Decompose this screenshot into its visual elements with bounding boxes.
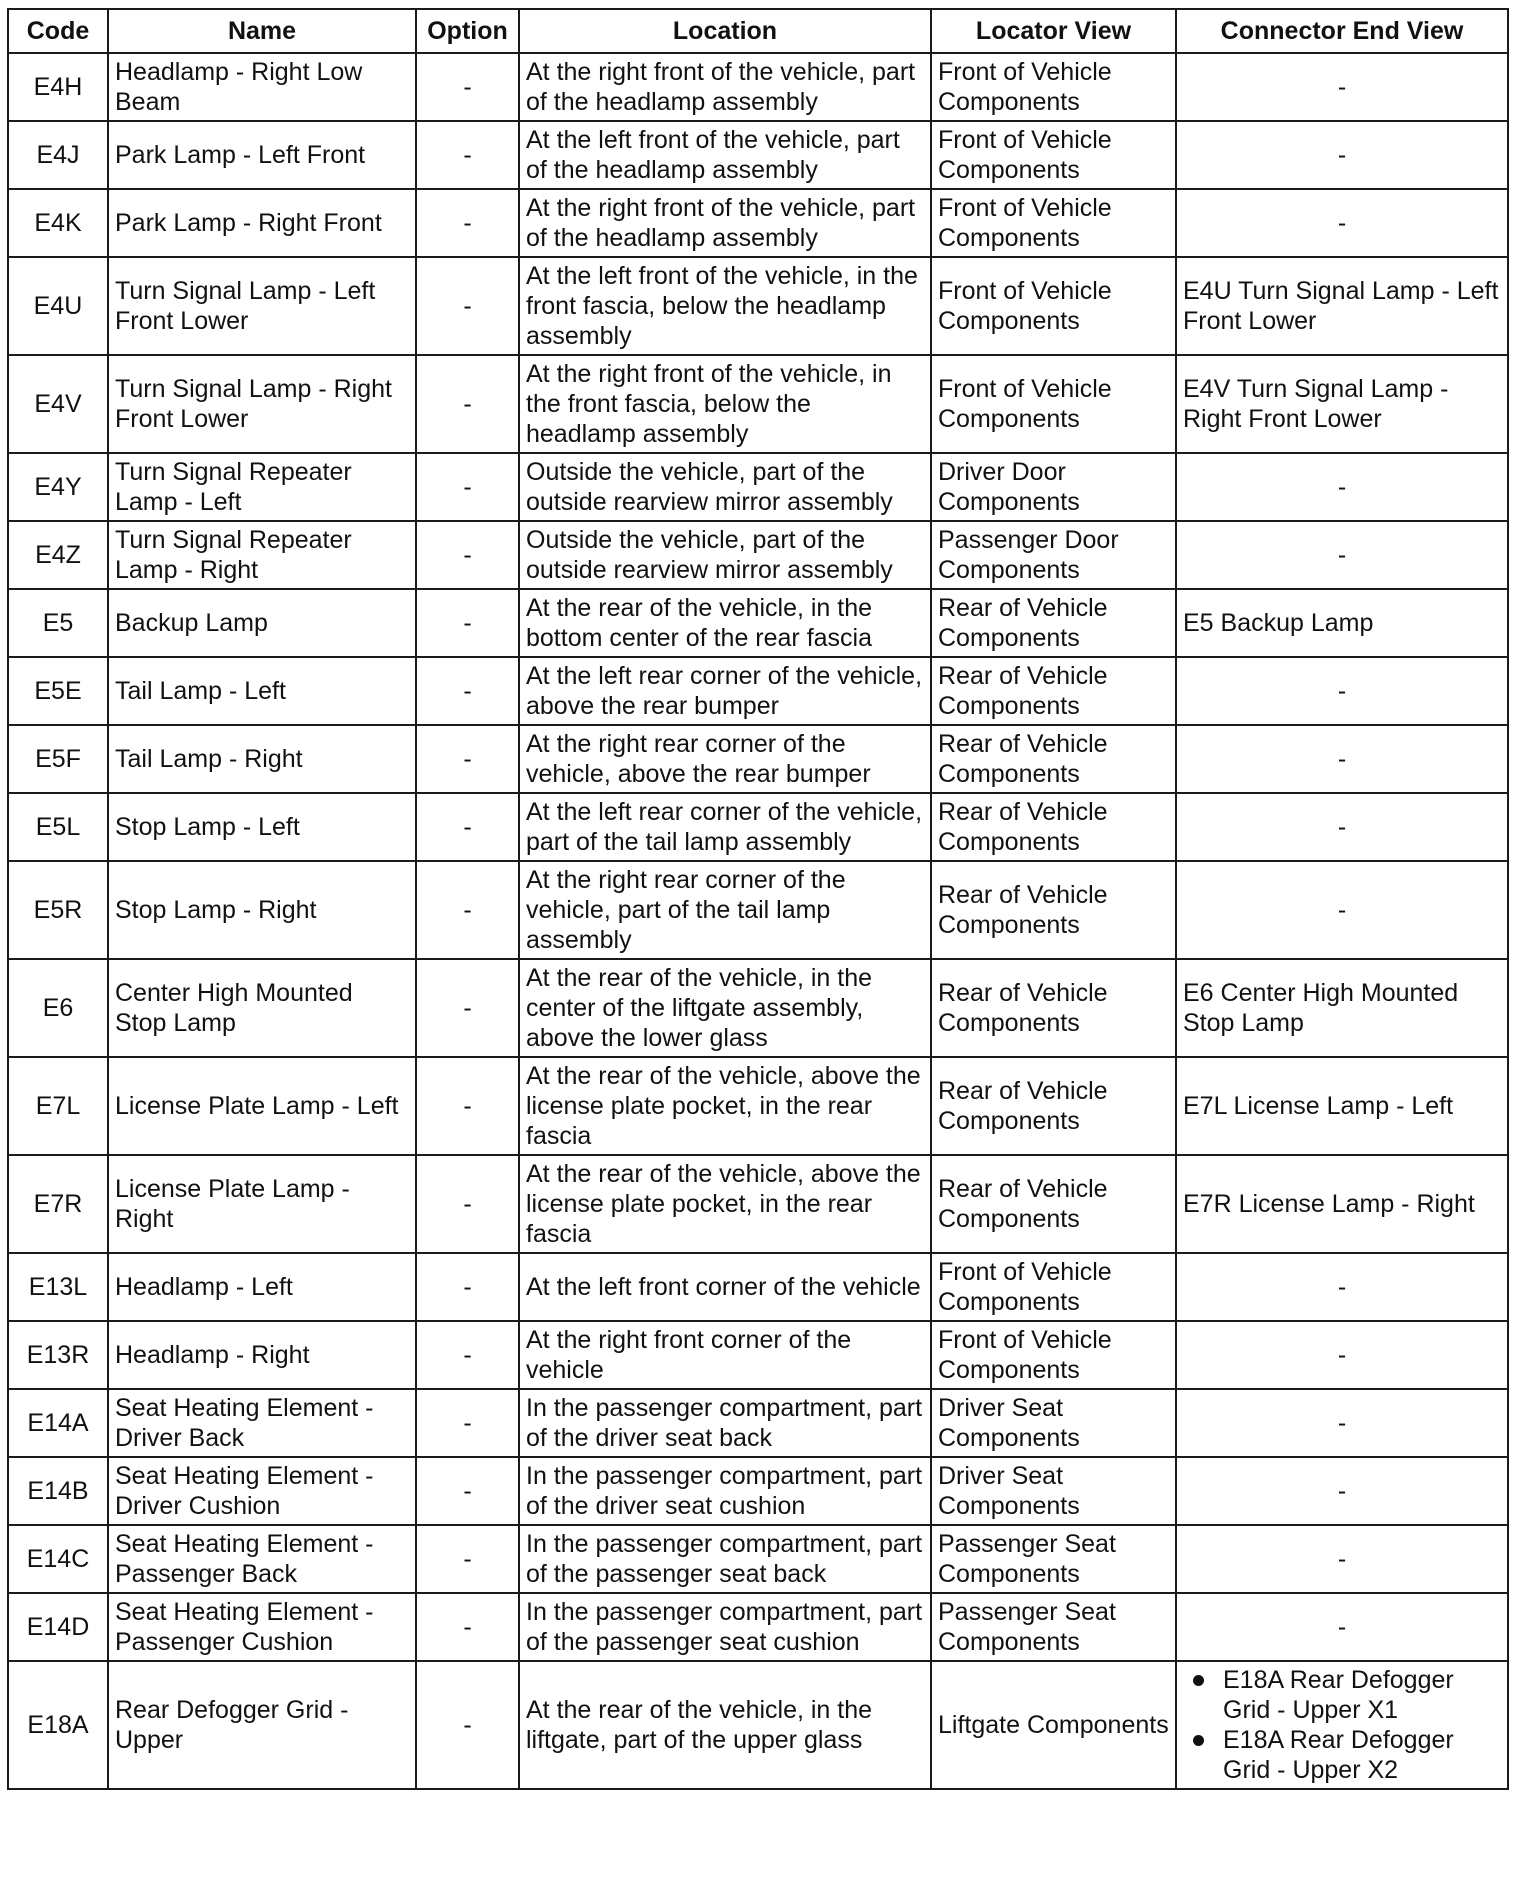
cell-locator-view: Rear of Vehicle Components: [931, 725, 1176, 793]
cell-location: At the left rear corner of the vehicle, above the rear bumper: [519, 657, 931, 725]
header-option: Option: [416, 9, 519, 53]
cell-option: -: [416, 121, 519, 189]
cell-name: Tail Lamp - Left: [108, 657, 416, 725]
connector-end-view-text: -: [1337, 1613, 1347, 1641]
cell-locator-view: Rear of Vehicle Components: [931, 861, 1176, 959]
cell-connector-end-view: [1176, 1661, 1508, 1789]
header-connector-end-view: Connector End View: [1176, 9, 1508, 53]
cell-option: -: [416, 793, 519, 861]
cell-name: Headlamp - Left: [108, 1253, 416, 1321]
cell-connector-end-view: [1176, 657, 1508, 725]
connector-end-view-text: -: [1337, 1477, 1347, 1505]
cell-code: E4K: [8, 189, 108, 257]
cell-connector-end-view: [1176, 453, 1508, 521]
cell-location: In the passenger compartment, part of the driver seat back: [519, 1389, 931, 1457]
cell-locator-view: Front of Vehicle Components: [931, 121, 1176, 189]
cell-option: -: [416, 725, 519, 793]
cell-location: At the rear of the vehicle, above the license plate pocket, in the rear fascia: [519, 1057, 931, 1155]
table-row: [8, 861, 1508, 959]
cell-code: E14B: [8, 1457, 108, 1525]
cell-connector-end-view: [1176, 355, 1508, 453]
connector-end-view-list: [1183, 1665, 1501, 1785]
cell-option: -: [416, 257, 519, 355]
cell-name: Center High Mounted Stop Lamp: [108, 959, 416, 1057]
cell-option: -: [416, 1525, 519, 1593]
connector-end-view-text: -: [1337, 896, 1347, 924]
cell-connector-end-view: [1176, 1593, 1508, 1661]
table-body: [8, 53, 1508, 1789]
connector-end-view-text: -: [1337, 1409, 1347, 1437]
cell-option: -: [416, 189, 519, 257]
connector-end-view-text: -: [1337, 1341, 1347, 1369]
cell-option: -: [416, 53, 519, 121]
cell-name: Turn Signal Lamp - Right Front Lower: [108, 355, 416, 453]
cell-code: E5L: [8, 793, 108, 861]
table-row: [8, 355, 1508, 453]
cell-connector-end-view: [1176, 521, 1508, 589]
table-row: [8, 1389, 1508, 1457]
cell-location: At the right rear corner of the vehicle, above the rear bumper: [519, 725, 931, 793]
connector-end-view-text: -: [1337, 73, 1347, 101]
cell-option: -: [416, 1457, 519, 1525]
cell-code: E14C: [8, 1525, 108, 1593]
cell-name: Seat Heating Element - Passenger Back: [108, 1525, 416, 1593]
cell-name: Turn Signal Repeater Lamp - Left: [108, 453, 416, 521]
cell-connector-end-view: [1176, 793, 1508, 861]
table-row: [8, 53, 1508, 121]
cell-connector-end-view: [1176, 861, 1508, 959]
cell-connector-end-view: [1176, 959, 1508, 1057]
cell-code: E5: [8, 589, 108, 657]
cell-location: At the left front corner of the vehicle: [519, 1253, 931, 1321]
cell-locator-view: Rear of Vehicle Components: [931, 1057, 1176, 1155]
cell-locator-view: Front of Vehicle Components: [931, 257, 1176, 355]
table-row: [8, 453, 1508, 521]
connector-end-view-text: E6 Center High Mounted Stop Lamp: [1183, 979, 1459, 1037]
cell-location: Outside the vehicle, part of the outside rearview mirror assembly: [519, 521, 931, 589]
cell-code: E5E: [8, 657, 108, 725]
cell-location: At the rear of the vehicle, above the license plate pocket, in the rear fascia: [519, 1155, 931, 1253]
component-locator-table: [7, 8, 1509, 1790]
connector-end-view-text: -: [1337, 209, 1347, 237]
cell-location: In the passenger compartment, part of the passenger seat cushion: [519, 1593, 931, 1661]
cell-locator-view: Passenger Seat Components: [931, 1593, 1176, 1661]
cell-locator-view: Liftgate Components: [931, 1661, 1176, 1789]
cell-name: Turn Signal Repeater Lamp - Right: [108, 521, 416, 589]
component-locator-table-container: [7, 8, 1507, 1790]
cell-locator-view: Rear of Vehicle Components: [931, 793, 1176, 861]
cell-option: -: [416, 657, 519, 725]
connector-end-view-text: -: [1337, 677, 1347, 705]
table-row: [8, 257, 1508, 355]
table-row: [8, 793, 1508, 861]
cell-code: E13R: [8, 1321, 108, 1389]
cell-location: At the left rear corner of the vehicle, part of the tail lamp assembly: [519, 793, 931, 861]
table-row: [8, 1155, 1508, 1253]
cell-location: At the rear of the vehicle, in the bottom center of the rear fascia: [519, 589, 931, 657]
table-row: [8, 1253, 1508, 1321]
cell-name: Turn Signal Lamp - Left Front Lower: [108, 257, 416, 355]
cell-locator-view: Front of Vehicle Components: [931, 355, 1176, 453]
cell-option: -: [416, 959, 519, 1057]
connector-end-view-text: -: [1337, 473, 1347, 501]
cell-code: E18A: [8, 1661, 108, 1789]
cell-connector-end-view: [1176, 1057, 1508, 1155]
cell-name: Park Lamp - Right Front: [108, 189, 416, 257]
cell-connector-end-view: [1176, 589, 1508, 657]
cell-connector-end-view: [1176, 725, 1508, 793]
connector-end-view-item: E18A Rear Defogger Grid - Upper X1: [1223, 1665, 1501, 1725]
cell-option: -: [416, 521, 519, 589]
cell-locator-view: Rear of Vehicle Components: [931, 959, 1176, 1057]
cell-name: License Plate Lamp - Left: [108, 1057, 416, 1155]
connector-end-view-text: E5 Backup Lamp: [1183, 609, 1374, 637]
cell-code: E4Z: [8, 521, 108, 589]
connector-end-view-text: -: [1337, 141, 1347, 169]
cell-location: At the right front of the vehicle, part of the headlamp assembly: [519, 53, 931, 121]
cell-code: E7L: [8, 1057, 108, 1155]
cell-locator-view: Front of Vehicle Components: [931, 189, 1176, 257]
cell-locator-view: Rear of Vehicle Components: [931, 657, 1176, 725]
cell-connector-end-view: [1176, 1155, 1508, 1253]
cell-option: -: [416, 1057, 519, 1155]
header-locator-view: Locator View: [931, 9, 1176, 53]
cell-code: E4J: [8, 121, 108, 189]
cell-code: E14D: [8, 1593, 108, 1661]
table-row: [8, 521, 1508, 589]
cell-name: Headlamp - Right: [108, 1321, 416, 1389]
connector-end-view-text: -: [1337, 813, 1347, 841]
header-location: Location: [519, 9, 931, 53]
cell-connector-end-view: [1176, 1457, 1508, 1525]
header-name: Name: [108, 9, 416, 53]
cell-option: -: [416, 1155, 519, 1253]
cell-option: -: [416, 1253, 519, 1321]
cell-connector-end-view: [1176, 1525, 1508, 1593]
table-row: [8, 725, 1508, 793]
cell-name: Seat Heating Element - Passenger Cushion: [108, 1593, 416, 1661]
cell-locator-view: Passenger Seat Components: [931, 1525, 1176, 1593]
cell-locator-view: Rear of Vehicle Components: [931, 589, 1176, 657]
header-code: Code: [8, 9, 108, 53]
cell-locator-view: Front of Vehicle Components: [931, 1321, 1176, 1389]
cell-name: Seat Heating Element - Driver Cushion: [108, 1457, 416, 1525]
connector-end-view-text: -: [1337, 1545, 1347, 1573]
table-row: [8, 1525, 1508, 1593]
cell-location: At the right front of the vehicle, in the front fascia, below the headlamp assembly: [519, 355, 931, 453]
cell-location: At the left front of the vehicle, in the front fascia, below the headlamp assembly: [519, 257, 931, 355]
connector-end-view-text: -: [1337, 745, 1347, 773]
cell-location: At the left front of the vehicle, part of the headlamp assembly: [519, 121, 931, 189]
cell-code: E14A: [8, 1389, 108, 1457]
cell-option: -: [416, 1321, 519, 1389]
table-row: [8, 1321, 1508, 1389]
table-row: [8, 1661, 1508, 1789]
cell-code: E4V: [8, 355, 108, 453]
table-row: [8, 189, 1508, 257]
table-row: [8, 1593, 1508, 1661]
connector-end-view-item: E18A Rear Defogger Grid - Upper X2: [1223, 1725, 1501, 1785]
cell-location: At the rear of the vehicle, in the center of the liftgate assembly, above the lower glass: [519, 959, 931, 1057]
cell-name: Backup Lamp: [108, 589, 416, 657]
cell-name: Seat Heating Element - Driver Back: [108, 1389, 416, 1457]
table-row: [8, 589, 1508, 657]
connector-end-view-text: E7L License Lamp - Left: [1183, 1092, 1454, 1120]
cell-location: In the passenger compartment, part of the driver seat cushion: [519, 1457, 931, 1525]
cell-code: E5R: [8, 861, 108, 959]
cell-code: E5F: [8, 725, 108, 793]
table-row: [8, 959, 1508, 1057]
cell-code: E7R: [8, 1155, 108, 1253]
cell-name: Stop Lamp - Right: [108, 861, 416, 959]
cell-locator-view: Passenger Door Components: [931, 521, 1176, 589]
connector-end-view-text: -: [1337, 541, 1347, 569]
connector-end-view-text: E7R License Lamp - Right: [1183, 1190, 1475, 1218]
cell-connector-end-view: [1176, 257, 1508, 355]
cell-name: Park Lamp - Left Front: [108, 121, 416, 189]
connector-end-view-text: E4U Turn Signal Lamp - Left Front Lower: [1183, 277, 1499, 335]
cell-connector-end-view: [1176, 53, 1508, 121]
table-row: [8, 657, 1508, 725]
cell-option: -: [416, 1593, 519, 1661]
cell-locator-view: Rear of Vehicle Components: [931, 1155, 1176, 1253]
connector-end-view-text: -: [1337, 1273, 1347, 1301]
cell-connector-end-view: [1176, 1253, 1508, 1321]
cell-location: At the right front corner of the vehicle: [519, 1321, 931, 1389]
cell-locator-view: Driver Seat Components: [931, 1389, 1176, 1457]
table-row: [8, 1457, 1508, 1525]
cell-name: Headlamp - Right Low Beam: [108, 53, 416, 121]
cell-connector-end-view: [1176, 121, 1508, 189]
cell-option: -: [416, 1661, 519, 1789]
cell-option: -: [416, 355, 519, 453]
cell-code: E6: [8, 959, 108, 1057]
cell-locator-view: Front of Vehicle Components: [931, 1253, 1176, 1321]
cell-connector-end-view: [1176, 189, 1508, 257]
cell-location: At the right rear corner of the vehicle, part of the tail lamp assembly: [519, 861, 931, 959]
cell-locator-view: Driver Seat Components: [931, 1457, 1176, 1525]
cell-name: License Plate Lamp - Right: [108, 1155, 416, 1253]
table-row: [8, 1057, 1508, 1155]
cell-location: Outside the vehicle, part of the outside rearview mirror assembly: [519, 453, 931, 521]
cell-code: E4H: [8, 53, 108, 121]
cell-code: E13L: [8, 1253, 108, 1321]
table-row: [8, 121, 1508, 189]
cell-connector-end-view: [1176, 1321, 1508, 1389]
cell-location: At the rear of the vehicle, in the liftgate, part of the upper glass: [519, 1661, 931, 1789]
cell-name: Stop Lamp - Left: [108, 793, 416, 861]
cell-code: E4U: [8, 257, 108, 355]
cell-name: Rear Defogger Grid - Upper: [108, 1661, 416, 1789]
cell-locator-view: Front of Vehicle Components: [931, 53, 1176, 121]
cell-name: Tail Lamp - Right: [108, 725, 416, 793]
cell-location: At the right front of the vehicle, part of the headlamp assembly: [519, 189, 931, 257]
cell-option: -: [416, 1389, 519, 1457]
cell-option: -: [416, 453, 519, 521]
cell-option: -: [416, 589, 519, 657]
connector-end-view-text: E4V Turn Signal Lamp - Right Front Lower: [1183, 375, 1449, 433]
cell-code: E4Y: [8, 453, 108, 521]
cell-location: In the passenger compartment, part of the passenger seat back: [519, 1525, 931, 1593]
cell-locator-view: Driver Door Components: [931, 453, 1176, 521]
cell-option: -: [416, 861, 519, 959]
cell-connector-end-view: [1176, 1389, 1508, 1457]
header-row: [8, 9, 1508, 53]
